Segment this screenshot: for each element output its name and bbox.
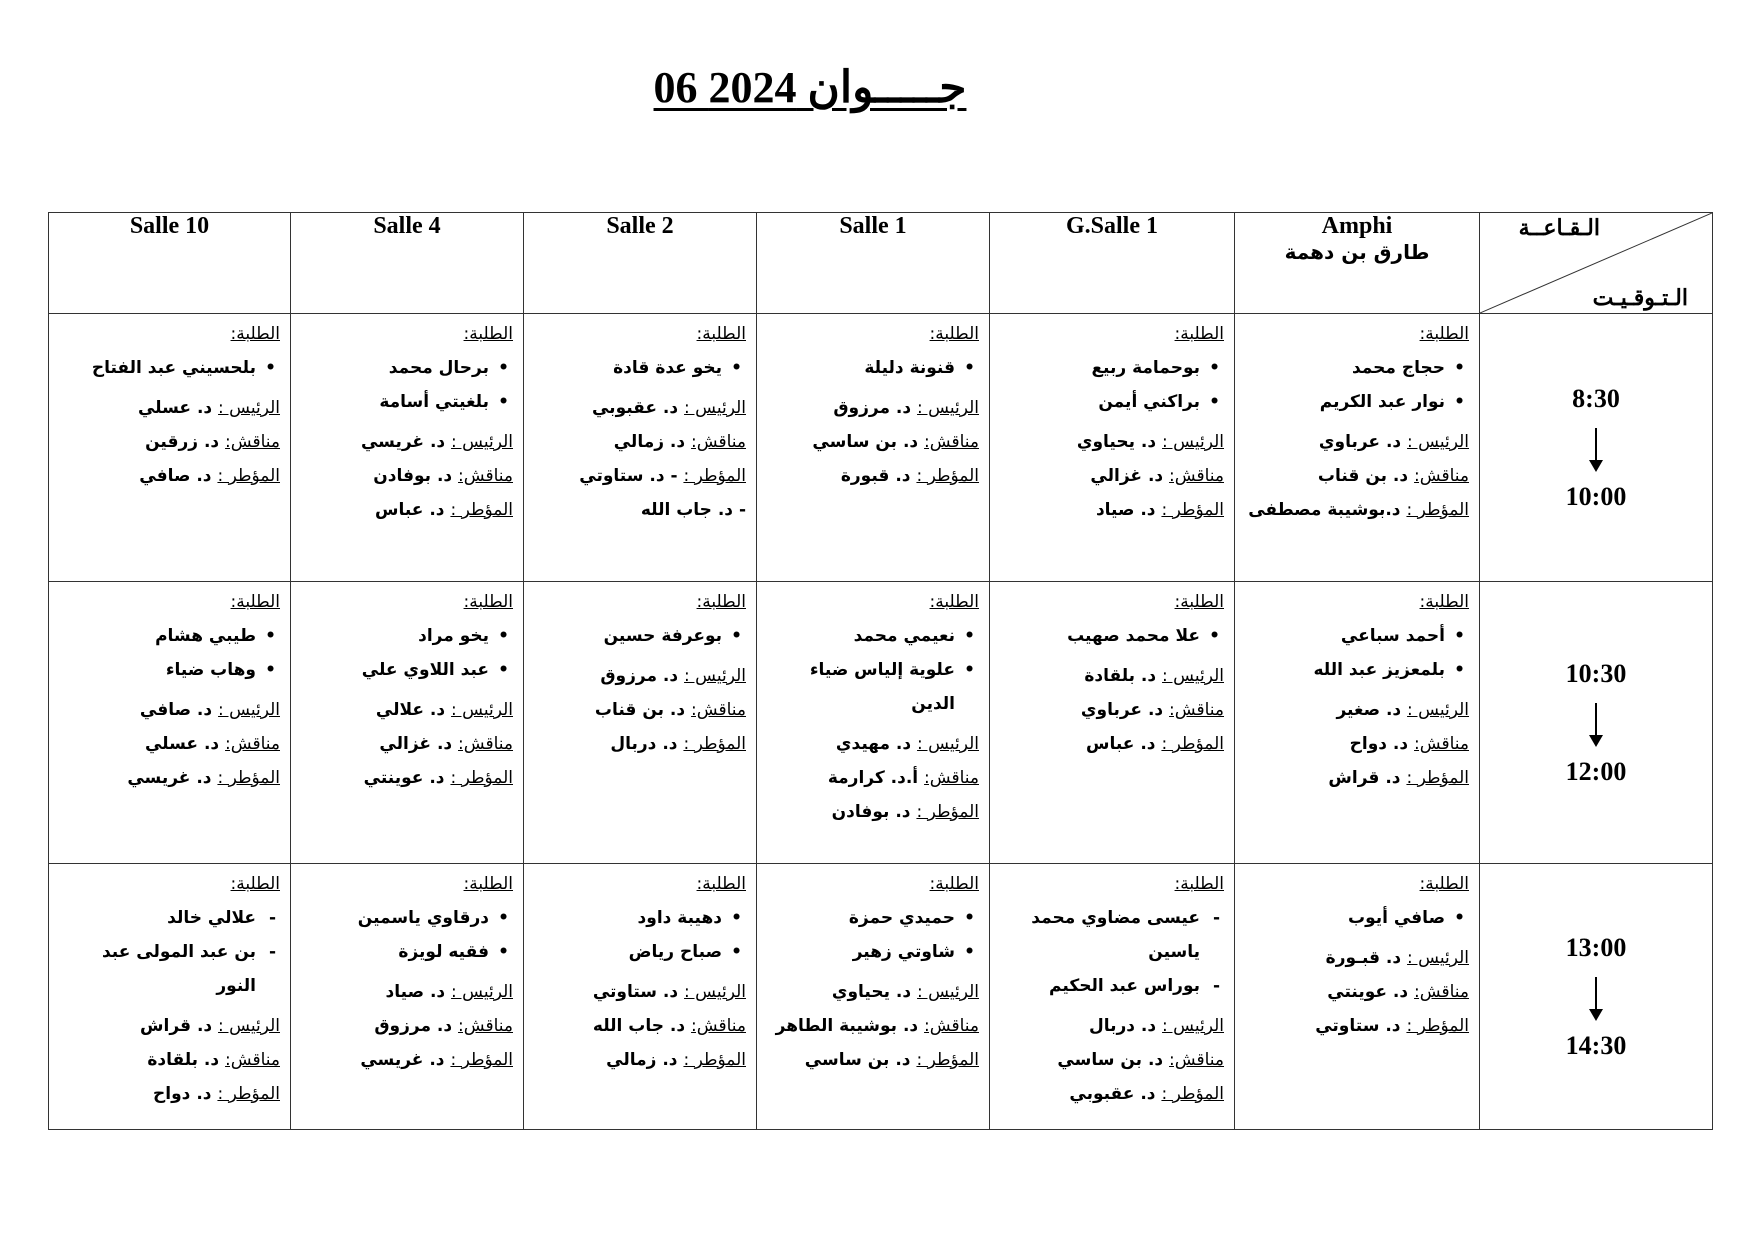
president-label: الرئيس : <box>451 982 513 1002</box>
president-value: د. صغير <box>1336 700 1402 720</box>
supervisor <box>767 459 979 493</box>
supervisor-label: المؤطر : <box>916 1050 979 1070</box>
student-list <box>301 351 513 419</box>
examiner-value: د. عسلي <box>144 734 220 754</box>
student-name: • صافي أيوب <box>1245 901 1445 935</box>
slot-row <box>49 864 1713 1130</box>
supervisor-value: د. دربال <box>610 734 678 754</box>
session-content <box>291 582 523 799</box>
student-name: - بن عبد المولى عبد النور <box>59 935 256 1003</box>
examiner-label: مناقش: <box>225 1050 280 1070</box>
student-list <box>1000 901 1224 1003</box>
schedule-table <box>48 212 1713 1130</box>
supervisor-label: المؤطر : <box>217 768 280 788</box>
room-header-salle4: Salle 4 <box>291 213 524 314</box>
examiner-value: د. عرباوي <box>1080 700 1164 720</box>
examiner <box>301 727 513 761</box>
supervisor <box>534 727 746 761</box>
session-cell <box>49 582 291 864</box>
president-label: الرئيس : <box>684 666 746 686</box>
session-content <box>757 582 989 833</box>
president-label: الرئيس : <box>218 1016 280 1036</box>
time-slot-cell <box>1480 864 1713 1130</box>
supervisor-label: المؤطر : <box>450 1050 513 1070</box>
student-name: • نوار عبد الكريم <box>1245 385 1445 419</box>
student-name: • فقيه لويزة <box>301 935 489 969</box>
president <box>1245 425 1469 459</box>
president <box>59 693 280 727</box>
president-value: د. عرباوي <box>1318 432 1402 452</box>
supervisor-value: د. بن ساسي <box>804 1050 911 1070</box>
president-value: د. مهيدي <box>835 734 912 754</box>
examiner <box>1000 1043 1224 1077</box>
student-name: - بوراس عبد الحكيم <box>1000 969 1200 1003</box>
examiner-value: د. بن ساسي <box>812 432 919 452</box>
examiner <box>534 693 746 727</box>
students-label: الطلبة: <box>230 592 280 612</box>
student-name: • قنونة دليلة <box>767 351 955 385</box>
president <box>1000 425 1224 459</box>
supervisor-label: المؤطر : <box>1161 1084 1224 1104</box>
session-cell <box>291 314 524 582</box>
examiner-value: د. بن ساسي <box>1057 1050 1164 1070</box>
examiner <box>534 425 746 459</box>
student-name: • نعيمي محمد <box>767 619 955 653</box>
president-label: الرئيس : <box>917 982 979 1002</box>
examiner <box>59 727 280 761</box>
student-name: • عبد اللاوي علي <box>301 653 489 687</box>
supervisor-label: المؤطر : <box>1406 500 1469 520</box>
supervisor-value: د. قراش <box>1328 768 1401 788</box>
examiner-value: د. غزالي <box>379 734 453 754</box>
supervisor-value: د. صافي <box>139 466 212 486</box>
supervisor-label: المؤطر : <box>1406 768 1469 788</box>
student-name: - علالي خالد <box>59 901 256 935</box>
session-cell <box>49 864 291 1130</box>
student-name: • برحال محمد <box>301 351 489 385</box>
examiner-label: مناقش: <box>691 700 746 720</box>
session-content <box>990 864 1234 1115</box>
president <box>767 975 979 1009</box>
supervisor-label: المؤطر : <box>450 500 513 520</box>
examiner <box>59 425 280 459</box>
student-list <box>767 351 979 385</box>
session-content <box>990 314 1234 531</box>
examiner-label: مناقش: <box>924 432 979 452</box>
down-arrow-icon <box>1595 703 1597 743</box>
president-value: د. قراش <box>140 1016 213 1036</box>
examiner-label: مناقش: <box>691 1016 746 1036</box>
session-content <box>524 864 756 1081</box>
student-list <box>1000 351 1224 419</box>
student-name: - عيسى مضاوي محمد ياسين <box>1000 901 1200 969</box>
president <box>59 391 280 425</box>
students-label: الطلبة: <box>929 592 979 612</box>
session-content <box>1235 314 1479 531</box>
page-title: 06 جـــــوان 2024 <box>653 63 967 112</box>
examiner-label: مناقش: <box>225 432 280 452</box>
student-list <box>534 619 746 653</box>
slot-start-time: 8:30 <box>1572 383 1620 413</box>
president <box>767 391 979 425</box>
session-cell <box>757 582 990 864</box>
session-cell <box>524 864 757 1130</box>
session-cell <box>49 314 291 582</box>
president-label: الرئيس : <box>684 398 746 418</box>
president <box>1000 1009 1224 1043</box>
students-label: الطلبة: <box>1174 592 1224 612</box>
examiner-label: مناقش: <box>924 1016 979 1036</box>
student-list <box>59 619 280 687</box>
supervisor-value: د. بوفادن <box>831 802 911 822</box>
examiner-value: د. بوشيبة الطاهر <box>775 1016 919 1036</box>
supervisor <box>1000 493 1224 527</box>
supervisor-label: المؤطر : <box>683 1050 746 1070</box>
students-label: الطلبة: <box>463 874 513 894</box>
examiner-value: د. عوينتي <box>1327 982 1409 1002</box>
supervisor-label: المؤطر : <box>916 466 979 486</box>
room-header-amphi: Amphi طارق بن دهمة <box>1235 213 1480 314</box>
students-label: الطلبة: <box>1419 874 1469 894</box>
president-label: الرئيس : <box>1407 700 1469 720</box>
supervisor-value: د. غريسي <box>127 768 212 788</box>
examiner-value: د. بلقادة <box>147 1050 220 1070</box>
president-label: الرئيس : <box>1407 948 1469 968</box>
students-label: الطلبة: <box>1174 874 1224 894</box>
supervisor <box>1245 493 1469 527</box>
examiner-label: مناقش: <box>458 466 513 486</box>
president-value: د. مرزوق <box>833 398 912 418</box>
supervisor-value: - د. ستاوتي <box>579 466 678 486</box>
president-label: الرئيس : <box>684 982 746 1002</box>
supervisor-value: د. عباس <box>375 500 445 520</box>
student-name: • بلمعزيز عبد الله <box>1245 653 1445 687</box>
student-name: • دهيبة داود <box>534 901 722 935</box>
slot-end-time: 12:00 <box>1565 756 1627 786</box>
student-list <box>1245 351 1469 419</box>
examiner <box>1000 693 1224 727</box>
examiner-label: مناقش: <box>1414 466 1469 486</box>
session-cell <box>990 314 1235 582</box>
examiner-label: مناقش: <box>458 734 513 754</box>
president-value: د. صياد <box>385 982 446 1002</box>
examiner-value: د. زرقين <box>145 432 220 452</box>
supervisor <box>59 459 280 493</box>
examiner-label: مناقش: <box>1169 700 1224 720</box>
president-label: الرئيس : <box>451 700 513 720</box>
session-content <box>49 582 290 799</box>
examiner-value: أ.د. كرارمة <box>827 768 919 788</box>
president-label: الرئيس : <box>451 432 513 452</box>
student-name: • أحمد سباعي <box>1245 619 1445 653</box>
president <box>1000 659 1224 693</box>
examiner-value: د. جاب الله <box>592 1016 686 1036</box>
examiner-label: مناقش: <box>1414 734 1469 754</box>
students-label: الطلبة: <box>230 874 280 894</box>
president <box>1245 693 1469 727</box>
president-value: د. يحياوي <box>1076 432 1157 452</box>
president <box>301 425 513 459</box>
room-header-salle2: Salle 2 <box>524 213 757 314</box>
students-label: الطلبة: <box>696 874 746 894</box>
student-list <box>301 901 513 969</box>
president <box>534 659 746 693</box>
slot-end-time: 14:30 <box>1565 1030 1627 1060</box>
examiner-value: د. دواح <box>1349 734 1409 754</box>
president <box>301 975 513 1009</box>
president-value: د. ستاوتي <box>592 982 679 1002</box>
president-label: الرئيس : <box>218 398 280 418</box>
examiner <box>301 459 513 493</box>
students-label: الطلبة: <box>929 324 979 344</box>
room-header-salle10: Salle 10 <box>49 213 291 314</box>
president <box>1245 941 1469 975</box>
student-name: • يخو مراد <box>301 619 489 653</box>
president-value: د. دربال <box>1088 1016 1157 1036</box>
supervisor <box>301 1043 513 1077</box>
student-list <box>767 619 979 721</box>
session-cell <box>1235 582 1480 864</box>
session-content <box>990 582 1234 765</box>
session-cell <box>990 864 1235 1130</box>
supervisor <box>1245 1009 1469 1043</box>
examiner-value: د. مرزوق <box>374 1016 453 1036</box>
session-content <box>291 314 523 531</box>
supervisor-label: المؤطر : <box>217 1084 280 1104</box>
president-label: الرئيس : <box>218 700 280 720</box>
president-value: د. عسلي <box>137 398 213 418</box>
president-label: الرئيس : <box>1162 666 1224 686</box>
examiner <box>767 425 979 459</box>
session-cell <box>757 314 990 582</box>
examiner <box>534 1009 746 1043</box>
president-label: الرئيس : <box>1407 432 1469 452</box>
examiner <box>1245 459 1469 493</box>
student-name: • بلحسيني عبد الفتاح <box>59 351 256 385</box>
student-name: • يخو عدة قادة <box>534 351 722 385</box>
students-label: الطلبة: <box>463 592 513 612</box>
corner-cell <box>1480 213 1713 314</box>
session-content <box>49 314 290 497</box>
president-label: الرئيس : <box>1162 432 1224 452</box>
supervisor-value: د. دواح <box>153 1084 212 1104</box>
examiner <box>1245 975 1469 1009</box>
student-list <box>767 901 979 969</box>
session-cell <box>990 582 1235 864</box>
room-header-salle1: Salle 1 <box>757 213 990 314</box>
time-slot-cell <box>1480 314 1713 582</box>
supervisor-value: د. عقبوبي <box>1069 1084 1156 1104</box>
session-cell <box>291 582 524 864</box>
supervisor-value: د. قبورة <box>840 466 911 486</box>
slot-row <box>49 582 1713 864</box>
session-content <box>1235 582 1479 799</box>
student-name: • حميدي حمزة <box>767 901 955 935</box>
student-list <box>59 901 280 1003</box>
examiner-label: مناقش: <box>924 768 979 788</box>
session-cell <box>291 864 524 1130</box>
student-name: • شاوتي زهير <box>767 935 955 969</box>
examiner-value: د. بوفادن <box>373 466 453 486</box>
examiner <box>1245 727 1469 761</box>
students-label: الطلبة: <box>1174 324 1224 344</box>
president-value: د. بلقادة <box>1084 666 1157 686</box>
session-content <box>524 314 756 531</box>
supervisor-second: - د. جاب الله <box>640 500 746 520</box>
students-label: الطلبة: <box>1419 592 1469 612</box>
examiner-value: د. بن قناب <box>1317 466 1409 486</box>
time-slot-cell <box>1480 582 1713 864</box>
supervisor <box>59 761 280 795</box>
president <box>534 391 746 425</box>
students-label: الطلبة: <box>230 324 280 344</box>
president-value: د. مرزوق <box>600 666 679 686</box>
slot-end-time: 10:00 <box>1565 481 1627 511</box>
supervisor <box>1000 1077 1224 1111</box>
student-list <box>301 619 513 687</box>
examiner <box>1000 459 1224 493</box>
session-cell <box>524 582 757 864</box>
supervisor-label: المؤطر : <box>1406 1016 1469 1036</box>
session-content <box>1235 864 1479 1047</box>
president-value: د. علالي <box>375 700 446 720</box>
student-name: • علا محمد صهيب <box>1000 619 1200 653</box>
examiner <box>767 761 979 795</box>
student-name: • درقاوي ياسمين <box>301 901 489 935</box>
students-label: الطلبة: <box>1419 324 1469 344</box>
students-label: الطلبة: <box>696 324 746 344</box>
president-label: الرئيس : <box>917 398 979 418</box>
president-value: د. يحياوي <box>831 982 912 1002</box>
supervisor-label: المؤطر : <box>450 768 513 788</box>
supervisor-value: د. ستاوتي <box>1315 1016 1401 1036</box>
examiner <box>301 1009 513 1043</box>
room-header-gsalle1: G.Salle 1 <box>990 213 1235 314</box>
session-content <box>49 864 290 1115</box>
student-name: • صباح رياض <box>534 935 722 969</box>
examiner-label: مناقش: <box>691 432 746 452</box>
supervisor <box>1245 761 1469 795</box>
supervisor <box>767 795 979 829</box>
students-label: الطلبة: <box>929 874 979 894</box>
examiner-label: مناقش: <box>1169 1050 1224 1070</box>
student-list <box>1000 619 1224 653</box>
supervisor-label: المؤطر : <box>1161 734 1224 754</box>
examiner-value: د. زمالي <box>613 432 686 452</box>
supervisor-label: المؤطر : <box>217 466 280 486</box>
supervisor <box>301 761 513 795</box>
president-label: الرئيس : <box>1162 1016 1224 1036</box>
president-value: د. عقبوبي <box>591 398 679 418</box>
student-list <box>534 901 746 969</box>
examiner-label: مناقش: <box>458 1016 513 1036</box>
student-name: • بلغيتي أسامة <box>301 385 489 419</box>
examiner <box>59 1043 280 1077</box>
president <box>59 1009 280 1043</box>
student-name: • بوحمامة ربيع <box>1000 351 1200 385</box>
supervisor-label: المؤطر : <box>683 466 746 486</box>
supervisor-value: د. عوينتي <box>363 768 445 788</box>
supervisor-label: المؤطر : <box>683 734 746 754</box>
time-label: الـتـوقـيـت <box>1592 285 1688 310</box>
session-content <box>524 582 756 765</box>
session-content <box>291 864 523 1081</box>
president-value: د. غريسي <box>360 432 446 452</box>
session-cell <box>1235 314 1480 582</box>
president-value: د. صافي <box>139 700 213 720</box>
supervisor-value: د. صياد <box>1095 500 1156 520</box>
hall-label: الـقـاعــة <box>1518 215 1600 240</box>
student-name: • علوية إلياس ضياء الدين <box>767 653 955 721</box>
student-name: • وهاب ضياء <box>59 653 256 687</box>
session-content <box>757 314 989 497</box>
students-label: الطلبة: <box>463 324 513 344</box>
examiner-label: مناقش: <box>225 734 280 754</box>
supervisor-label: المؤطر : <box>916 802 979 822</box>
examiner <box>767 1009 979 1043</box>
supervisor-value: د.بوشيبة مصطفى <box>1248 500 1401 520</box>
examiner-value: د. غزالي <box>1090 466 1164 486</box>
supervisor <box>1000 727 1224 761</box>
president-value: د. قبـورة <box>1325 948 1402 968</box>
students-label: الطلبة: <box>696 592 746 612</box>
supervisor-label: المؤطر : <box>1161 500 1224 520</box>
session-cell <box>1235 864 1480 1130</box>
slot-row <box>49 314 1713 582</box>
down-arrow-icon <box>1595 428 1597 468</box>
student-name: • بوعرفة حسين <box>534 619 722 653</box>
student-name: • براكني أيمن <box>1000 385 1200 419</box>
slot-start-time: 10:30 <box>1565 658 1627 688</box>
session-content <box>757 864 989 1081</box>
examiner-label: مناقش: <box>1169 466 1224 486</box>
header-row <box>49 213 1713 314</box>
supervisor <box>59 1077 280 1111</box>
student-list <box>1245 619 1469 687</box>
supervisor-value: د. عباس <box>1086 734 1156 754</box>
supervisor <box>767 1043 979 1077</box>
student-list <box>534 351 746 385</box>
president <box>767 727 979 761</box>
session-cell <box>524 314 757 582</box>
supervisor-value: د. زمالي <box>606 1050 678 1070</box>
slot-start-time: 13:00 <box>1565 932 1627 962</box>
student-list <box>59 351 280 385</box>
supervisor <box>534 1043 746 1077</box>
supervisor-value: د. غريسي <box>360 1050 445 1070</box>
examiner-label: مناقش: <box>1414 982 1469 1002</box>
student-list <box>1245 901 1469 935</box>
student-name: • حجاج محمد <box>1245 351 1445 385</box>
amphi-subtitle: طارق بن دهمة <box>1284 240 1430 264</box>
examiner-value: د. بن قناب <box>594 700 686 720</box>
president <box>301 693 513 727</box>
president-label: الرئيس : <box>917 734 979 754</box>
supervisor <box>534 459 746 493</box>
student-name: • طيبي هشام <box>59 619 256 653</box>
session-cell <box>757 864 990 1130</box>
president <box>534 975 746 1009</box>
supervisor <box>301 493 513 527</box>
down-arrow-icon <box>1595 977 1597 1017</box>
